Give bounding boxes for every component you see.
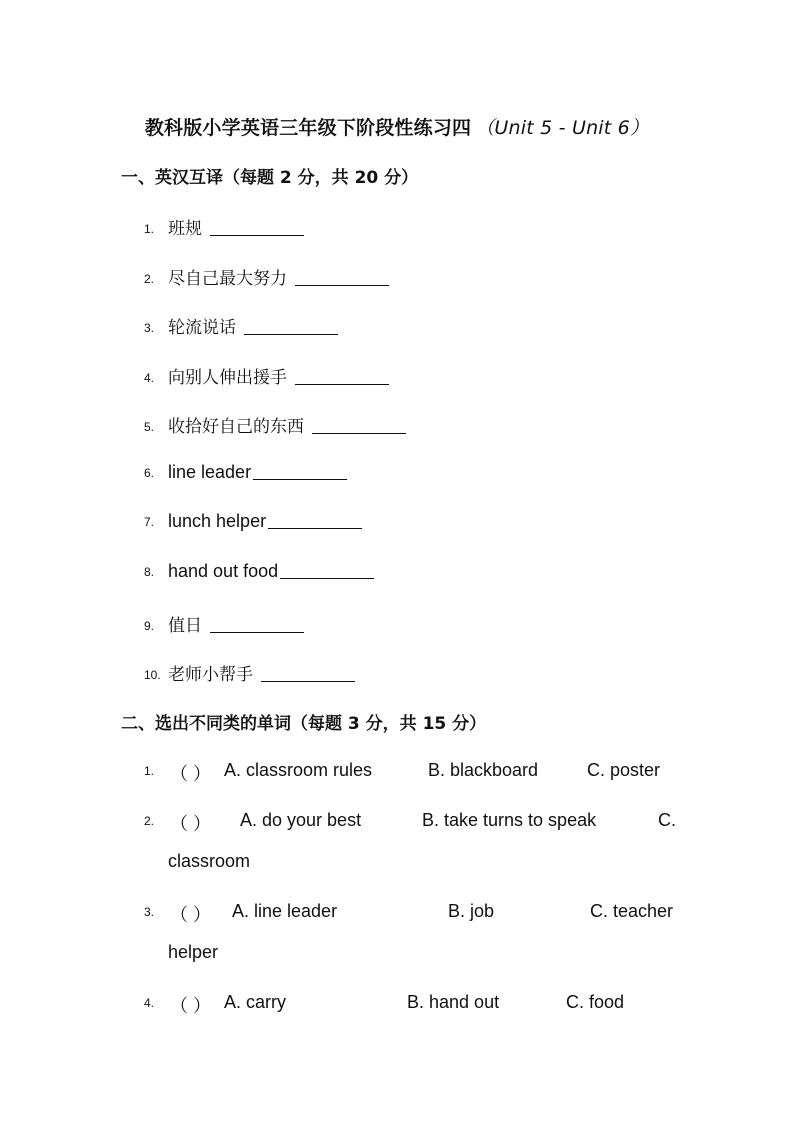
- option-a: A. do your best: [240, 810, 362, 830]
- option-c: C.: [658, 810, 676, 830]
- item-number: 8.: [144, 565, 155, 579]
- item-number: 4.: [144, 996, 155, 1010]
- answer-parentheses[interactable]: （ ）: [170, 764, 212, 784]
- answer-blank[interactable]: [253, 465, 347, 480]
- item-number: 1.: [144, 764, 155, 778]
- answer-blank[interactable]: [268, 514, 362, 529]
- translation-item-3: [144, 313, 338, 338]
- item-number: 10.: [144, 668, 161, 682]
- item-number: 6.: [144, 466, 155, 480]
- choice-item-1: [144, 760, 676, 784]
- answer-blank[interactable]: [312, 419, 406, 434]
- option-b: B. blackboard: [428, 760, 539, 780]
- option-a: A. carry: [224, 992, 287, 1012]
- title-units: （Unit 5 - Unit 6）: [475, 117, 650, 139]
- item-text: 尽自己最大努力: [168, 269, 287, 289]
- option-b: B. take turns to speak: [422, 810, 597, 830]
- choice-item-2: [144, 810, 676, 834]
- item-number: 1.: [144, 222, 155, 236]
- answer-parentheses[interactable]: （ ）: [170, 905, 212, 925]
- translation-item-7: [144, 511, 362, 532]
- item-text: line leader: [168, 462, 252, 482]
- item-number: 4.: [144, 371, 155, 385]
- answer-blank[interactable]: [261, 667, 355, 682]
- section-1-heading: 一、英汉互译（每题 2 分，共 20 分）: [121, 168, 419, 188]
- item-text: 班规: [168, 219, 202, 239]
- item-number: 7.: [144, 515, 155, 529]
- item-text: lunch helper: [168, 511, 267, 531]
- answer-blank[interactable]: [280, 564, 374, 579]
- item-number: 9.: [144, 619, 155, 633]
- option-b: B. hand out: [407, 992, 500, 1012]
- item-text: 收拾好自己的东西: [168, 417, 304, 437]
- translation-item-10: [144, 660, 355, 685]
- answer-blank[interactable]: [210, 618, 304, 633]
- item-text: hand out food: [168, 561, 279, 581]
- answer-parentheses[interactable]: （ ）: [170, 814, 212, 834]
- translation-item-8: [144, 561, 374, 582]
- item-text: 值日: [168, 616, 202, 636]
- option-b: B. job: [448, 901, 495, 921]
- translation-item-5: [144, 412, 406, 437]
- translation-item-6: [144, 462, 347, 483]
- section-2-heading: 二、选出不同类的单词（每题 3 分，共 15 分）: [121, 714, 487, 734]
- item-text: 轮流说话: [168, 318, 236, 338]
- translation-item-2: [144, 264, 389, 289]
- option-c: C. poster: [587, 760, 661, 780]
- title-main: 教科版小学英语三年级下阶段性练习四: [144, 117, 472, 139]
- answer-blank[interactable]: [244, 320, 338, 335]
- translation-item-9: [144, 611, 304, 636]
- option-c: C. food: [566, 992, 625, 1012]
- answer-blank[interactable]: [210, 221, 304, 236]
- option-a: A. line leader: [232, 901, 338, 921]
- option-a: A. classroom rules: [224, 760, 373, 780]
- item-number: 3.: [144, 321, 155, 335]
- answer-parentheses[interactable]: （ ）: [170, 996, 212, 1016]
- item-number: 2.: [144, 272, 155, 286]
- answer-blank[interactable]: [295, 271, 389, 286]
- choice-item-3-continued: helper: [168, 942, 219, 962]
- translation-item-4: [144, 363, 389, 388]
- choice-item-3: [144, 901, 676, 925]
- translation-item-1: [144, 214, 304, 239]
- document-title: [0, 113, 794, 140]
- choice-item-2-continued: classroom: [168, 851, 251, 871]
- item-text: 老师小帮手: [168, 665, 253, 685]
- option-c: C. teacher: [590, 901, 674, 921]
- answer-blank[interactable]: [295, 370, 389, 385]
- item-number: 5.: [144, 420, 155, 434]
- choice-item-4: [144, 992, 676, 1016]
- item-number: 3.: [144, 905, 155, 919]
- item-text: 向别人伸出援手: [168, 368, 287, 388]
- item-number: 2.: [144, 814, 155, 828]
